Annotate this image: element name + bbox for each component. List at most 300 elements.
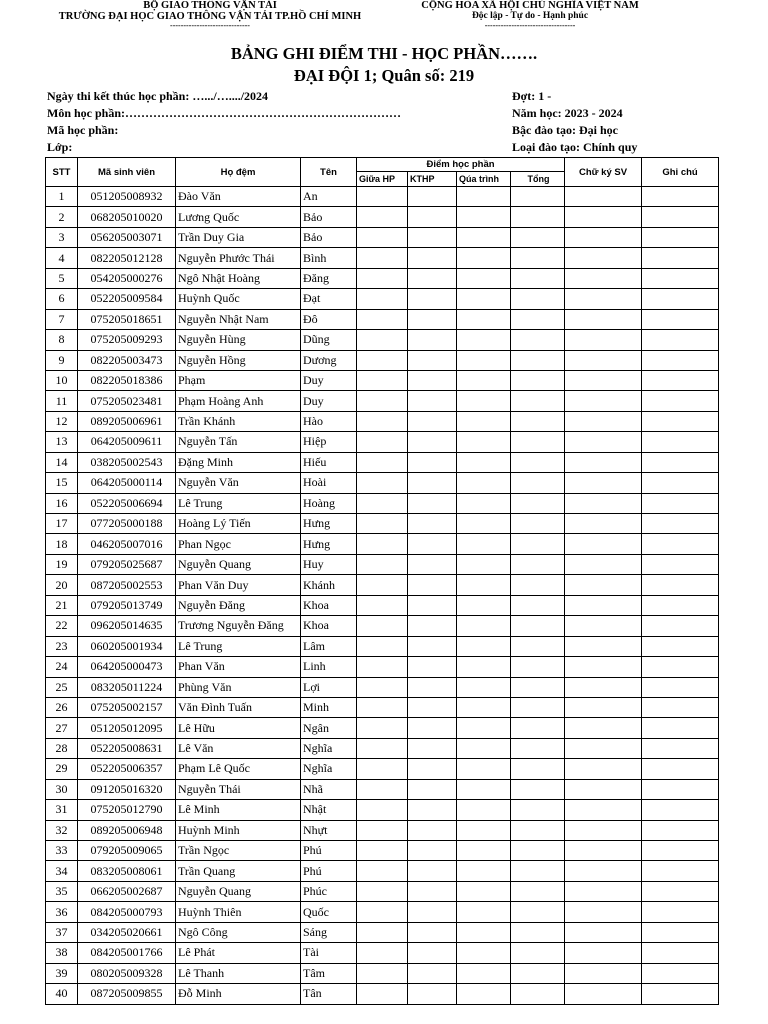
total-score-cell[interactable] [511, 963, 565, 983]
col-total: Tổng [511, 172, 565, 187]
midterm-score-cell[interactable] [357, 330, 408, 350]
final-score-cell[interactable] [408, 207, 457, 227]
signature-cell[interactable] [565, 984, 642, 1004]
note-cell[interactable] [642, 227, 719, 247]
row-stt: 19 [46, 554, 78, 574]
row-stt: 15 [46, 473, 78, 493]
note-cell[interactable] [642, 370, 719, 390]
final-score-cell[interactable] [408, 800, 457, 820]
process-score-cell[interactable] [457, 759, 511, 779]
total-score-cell[interactable] [511, 207, 565, 227]
row-surname: Nguyễn Phước Thái [176, 248, 301, 268]
final-score-cell[interactable] [408, 616, 457, 636]
final-score-cell[interactable] [408, 289, 457, 309]
midterm-score-cell[interactable] [357, 207, 408, 227]
total-score-cell[interactable] [511, 922, 565, 942]
col-process: Qúa trình [457, 172, 511, 187]
signature-cell[interactable] [565, 841, 642, 861]
process-score-cell[interactable] [457, 268, 511, 288]
total-score-cell[interactable] [511, 759, 565, 779]
process-score-cell[interactable] [457, 943, 511, 963]
final-score-cell[interactable] [408, 697, 457, 717]
process-score-cell[interactable] [457, 861, 511, 881]
process-score-cell[interactable] [457, 800, 511, 820]
signature-cell[interactable] [565, 473, 642, 493]
final-score-cell[interactable] [408, 370, 457, 390]
signature-cell[interactable] [565, 657, 642, 677]
row-student-id: 052205006357 [78, 759, 176, 779]
signature-cell[interactable] [565, 861, 642, 881]
total-score-cell[interactable] [511, 800, 565, 820]
signature-cell[interactable] [565, 575, 642, 595]
final-score-cell[interactable] [408, 187, 457, 207]
signature-cell[interactable] [565, 759, 642, 779]
final-score-cell[interactable] [408, 268, 457, 288]
right-header [395, 0, 665, 29]
signature-cell[interactable] [565, 350, 642, 370]
total-score-cell[interactable] [511, 657, 565, 677]
note-cell[interactable] [642, 922, 719, 942]
row-name: Linh [301, 657, 357, 677]
process-score-cell[interactable] [457, 370, 511, 390]
total-score-cell[interactable] [511, 350, 565, 370]
total-score-cell[interactable] [511, 595, 565, 615]
note-cell[interactable] [642, 248, 719, 268]
row-surname: Lê Văn [176, 738, 301, 758]
right-header-rule: ---------------------------------- [484, 21, 576, 30]
process-score-cell[interactable] [457, 473, 511, 493]
final-score-cell[interactable] [408, 534, 457, 554]
note-cell[interactable] [642, 943, 719, 963]
midterm-score-cell[interactable] [357, 657, 408, 677]
row-stt: 16 [46, 493, 78, 513]
row-name: Dương [301, 350, 357, 370]
total-score-cell[interactable] [511, 984, 565, 1004]
midterm-score-cell[interactable] [357, 861, 408, 881]
process-score-cell[interactable] [457, 718, 511, 738]
total-score-cell[interactable] [511, 697, 565, 717]
signature-cell[interactable] [565, 718, 642, 738]
row-surname: Nguyễn Nhật Nam [176, 309, 301, 329]
signature-cell[interactable] [565, 187, 642, 207]
total-score-cell[interactable] [511, 432, 565, 452]
signature-cell[interactable] [565, 616, 642, 636]
row-name: Dũng [301, 330, 357, 350]
note-cell[interactable] [642, 738, 719, 758]
final-score-cell[interactable] [408, 943, 457, 963]
row-name: Hưng [301, 514, 357, 534]
note-cell[interactable] [642, 616, 719, 636]
midterm-score-cell[interactable] [357, 309, 408, 329]
note-cell[interactable] [642, 350, 719, 370]
midterm-score-cell[interactable] [357, 350, 408, 370]
row-student-id: 082205012128 [78, 248, 176, 268]
midterm-score-cell[interactable] [357, 248, 408, 268]
note-cell[interactable] [642, 514, 719, 534]
row-stt: 11 [46, 391, 78, 411]
signature-cell[interactable] [565, 268, 642, 288]
row-surname: Phan Văn [176, 657, 301, 677]
row-name: Nghĩa [301, 738, 357, 758]
final-score-cell[interactable] [408, 881, 457, 901]
final-score-cell[interactable] [408, 636, 457, 656]
signature-cell[interactable] [565, 902, 642, 922]
final-score-cell[interactable] [408, 391, 457, 411]
total-score-cell[interactable] [511, 330, 565, 350]
midterm-score-cell[interactable] [357, 697, 408, 717]
total-score-cell[interactable] [511, 514, 565, 534]
final-score-cell[interactable] [408, 493, 457, 513]
process-score-cell[interactable] [457, 330, 511, 350]
row-stt: 18 [46, 534, 78, 554]
row-name: Khoa [301, 616, 357, 636]
table-row [46, 718, 719, 738]
table-row [46, 187, 719, 207]
row-surname: Phạm Hoàng Anh [176, 391, 301, 411]
final-score-cell[interactable] [408, 677, 457, 697]
midterm-score-cell[interactable] [357, 800, 408, 820]
midterm-score-cell[interactable] [357, 963, 408, 983]
note-cell[interactable] [642, 881, 719, 901]
total-score-cell[interactable] [511, 738, 565, 758]
note-cell[interactable] [642, 289, 719, 309]
midterm-score-cell[interactable] [357, 759, 408, 779]
signature-cell[interactable] [565, 820, 642, 840]
signature-cell[interactable] [565, 943, 642, 963]
process-score-cell[interactable] [457, 779, 511, 799]
process-score-cell[interactable] [457, 963, 511, 983]
row-stt: 6 [46, 289, 78, 309]
final-score-cell[interactable] [408, 248, 457, 268]
signature-cell[interactable] [565, 289, 642, 309]
total-score-cell[interactable] [511, 575, 565, 595]
row-student-id: 052205006694 [78, 493, 176, 513]
row-surname: Lê Hữu [176, 718, 301, 738]
note-cell[interactable] [642, 432, 719, 452]
table-row [46, 657, 719, 677]
table-row [46, 922, 719, 942]
signature-cell[interactable] [565, 514, 642, 534]
final-score-cell[interactable] [408, 657, 457, 677]
note-cell[interactable] [642, 268, 719, 288]
midterm-score-cell[interactable] [357, 452, 408, 472]
total-score-cell[interactable] [511, 187, 565, 207]
signature-cell[interactable] [565, 800, 642, 820]
row-stt: 36 [46, 902, 78, 922]
signature-cell[interactable] [565, 432, 642, 452]
process-score-cell[interactable] [457, 738, 511, 758]
col-surname: Họ đệm [176, 158, 301, 187]
midterm-score-cell[interactable] [357, 432, 408, 452]
process-score-cell[interactable] [457, 636, 511, 656]
process-score-cell[interactable] [457, 514, 511, 534]
midterm-score-cell[interactable] [357, 738, 408, 758]
signature-cell[interactable] [565, 554, 642, 574]
row-stt: 38 [46, 943, 78, 963]
total-score-cell[interactable] [511, 677, 565, 697]
row-name: Khánh [301, 575, 357, 595]
col-note: Ghi chú [642, 158, 719, 187]
total-score-cell[interactable] [511, 861, 565, 881]
midterm-score-cell[interactable] [357, 493, 408, 513]
note-cell[interactable] [642, 718, 719, 738]
midterm-score-cell[interactable] [357, 677, 408, 697]
process-score-cell[interactable] [457, 350, 511, 370]
total-score-cell[interactable] [511, 248, 565, 268]
note-cell[interactable] [642, 473, 719, 493]
final-score-cell[interactable] [408, 411, 457, 431]
score-table [45, 157, 719, 1005]
final-score-cell[interactable] [408, 432, 457, 452]
signature-cell[interactable] [565, 411, 642, 431]
row-name: Huy [301, 554, 357, 574]
row-surname: Trần Quang [176, 861, 301, 881]
row-stt: 17 [46, 514, 78, 534]
midterm-score-cell[interactable] [357, 514, 408, 534]
note-cell[interactable] [642, 554, 719, 574]
process-score-cell[interactable] [457, 820, 511, 840]
total-score-cell[interactable] [511, 370, 565, 390]
final-score-cell[interactable] [408, 779, 457, 799]
note-cell[interactable] [642, 411, 719, 431]
midterm-score-cell[interactable] [357, 902, 408, 922]
signature-cell[interactable] [565, 738, 642, 758]
process-score-cell[interactable] [457, 657, 511, 677]
note-cell[interactable] [642, 861, 719, 881]
signature-cell[interactable] [565, 922, 642, 942]
note-cell[interactable] [642, 493, 719, 513]
process-score-cell[interactable] [457, 432, 511, 452]
note-cell[interactable] [642, 309, 719, 329]
midterm-score-cell[interactable] [357, 187, 408, 207]
final-score-cell[interactable] [408, 841, 457, 861]
midterm-score-cell[interactable] [357, 268, 408, 288]
note-cell[interactable] [642, 902, 719, 922]
process-score-cell[interactable] [457, 616, 511, 636]
total-score-cell[interactable] [511, 289, 565, 309]
midterm-score-cell[interactable] [357, 820, 408, 840]
total-score-cell[interactable] [511, 268, 565, 288]
process-score-cell[interactable] [457, 493, 511, 513]
final-score-cell[interactable] [408, 554, 457, 574]
final-score-cell[interactable] [408, 820, 457, 840]
process-score-cell[interactable] [457, 881, 511, 901]
process-score-cell[interactable] [457, 575, 511, 595]
note-cell[interactable] [642, 207, 719, 227]
total-score-cell[interactable] [511, 411, 565, 431]
signature-cell[interactable] [565, 330, 642, 350]
row-name: Hiếu [301, 452, 357, 472]
midterm-score-cell[interactable] [357, 881, 408, 901]
process-score-cell[interactable] [457, 309, 511, 329]
process-score-cell[interactable] [457, 984, 511, 1004]
final-score-cell[interactable] [408, 595, 457, 615]
table-row [46, 575, 719, 595]
note-cell[interactable] [642, 657, 719, 677]
midterm-score-cell[interactable] [357, 227, 408, 247]
signature-cell[interactable] [565, 534, 642, 554]
note-cell[interactable] [642, 820, 719, 840]
signature-cell[interactable] [565, 697, 642, 717]
total-score-cell[interactable] [511, 902, 565, 922]
total-score-cell[interactable] [511, 391, 565, 411]
midterm-score-cell[interactable] [357, 984, 408, 1004]
final-score-cell[interactable] [408, 330, 457, 350]
table-row [46, 881, 719, 901]
process-score-cell[interactable] [457, 841, 511, 861]
midterm-score-cell[interactable] [357, 575, 408, 595]
note-cell[interactable] [642, 984, 719, 1004]
total-score-cell[interactable] [511, 554, 565, 574]
final-score-cell[interactable] [408, 473, 457, 493]
note-cell[interactable] [642, 759, 719, 779]
midterm-score-cell[interactable] [357, 616, 408, 636]
process-score-cell[interactable] [457, 227, 511, 247]
signature-cell[interactable] [565, 493, 642, 513]
total-score-cell[interactable] [511, 534, 565, 554]
final-score-cell[interactable] [408, 227, 457, 247]
process-score-cell[interactable] [457, 187, 511, 207]
note-cell[interactable] [642, 187, 719, 207]
final-score-cell[interactable] [408, 575, 457, 595]
row-student-id: 079205009065 [78, 841, 176, 861]
process-score-cell[interactable] [457, 534, 511, 554]
total-score-cell[interactable] [511, 636, 565, 656]
midterm-score-cell[interactable] [357, 943, 408, 963]
process-score-cell[interactable] [457, 248, 511, 268]
midterm-score-cell[interactable] [357, 534, 408, 554]
row-student-id: 064205000114 [78, 473, 176, 493]
note-cell[interactable] [642, 779, 719, 799]
process-score-cell[interactable] [457, 391, 511, 411]
note-cell[interactable] [642, 636, 719, 656]
midterm-score-cell[interactable] [357, 922, 408, 942]
process-score-cell[interactable] [457, 922, 511, 942]
final-score-cell[interactable] [408, 861, 457, 881]
note-cell[interactable] [642, 330, 719, 350]
note-cell[interactable] [642, 575, 719, 595]
row-stt: 14 [46, 452, 78, 472]
signature-cell[interactable] [565, 227, 642, 247]
total-score-cell[interactable] [511, 779, 565, 799]
signature-cell[interactable] [565, 677, 642, 697]
note-cell[interactable] [642, 452, 719, 472]
note-cell[interactable] [642, 677, 719, 697]
signature-cell[interactable] [565, 391, 642, 411]
table-row [46, 432, 719, 452]
signature-cell[interactable] [565, 881, 642, 901]
signature-cell[interactable] [565, 779, 642, 799]
row-stt: 25 [46, 677, 78, 697]
process-score-cell[interactable] [457, 697, 511, 717]
final-score-cell[interactable] [408, 309, 457, 329]
process-score-cell[interactable] [457, 289, 511, 309]
total-score-cell[interactable] [511, 718, 565, 738]
midterm-score-cell[interactable] [357, 595, 408, 615]
table-row [46, 984, 719, 1004]
note-cell[interactable] [642, 697, 719, 717]
row-stt: 3 [46, 227, 78, 247]
final-score-cell[interactable] [408, 452, 457, 472]
total-score-cell[interactable] [511, 452, 565, 472]
total-score-cell[interactable] [511, 493, 565, 513]
total-score-cell[interactable] [511, 841, 565, 861]
process-score-cell[interactable] [457, 452, 511, 472]
midterm-score-cell[interactable] [357, 554, 408, 574]
row-surname: Lê Phát [176, 943, 301, 963]
note-cell[interactable] [642, 534, 719, 554]
row-student-id: 075205018651 [78, 309, 176, 329]
signature-cell[interactable] [565, 636, 642, 656]
note-cell[interactable] [642, 391, 719, 411]
signature-cell[interactable] [565, 309, 642, 329]
total-score-cell[interactable] [511, 881, 565, 901]
note-cell[interactable] [642, 841, 719, 861]
process-score-cell[interactable] [457, 411, 511, 431]
final-score-cell[interactable] [408, 922, 457, 942]
final-score-cell[interactable] [408, 902, 457, 922]
process-score-cell[interactable] [457, 677, 511, 697]
midterm-score-cell[interactable] [357, 391, 408, 411]
midterm-score-cell[interactable] [357, 718, 408, 738]
signature-cell[interactable] [565, 207, 642, 227]
row-student-id: 052205009584 [78, 289, 176, 309]
signature-cell[interactable] [565, 248, 642, 268]
row-student-id: 075205023481 [78, 391, 176, 411]
total-score-cell[interactable] [511, 309, 565, 329]
final-score-cell[interactable] [408, 738, 457, 758]
midterm-score-cell[interactable] [357, 370, 408, 390]
row-student-id: 046205007016 [78, 534, 176, 554]
process-score-cell[interactable] [457, 207, 511, 227]
midterm-score-cell[interactable] [357, 411, 408, 431]
row-surname: Phan Văn Duy [176, 575, 301, 595]
total-score-cell[interactable] [511, 616, 565, 636]
final-score-cell[interactable] [408, 514, 457, 534]
final-score-cell[interactable] [408, 984, 457, 1004]
signature-cell[interactable] [565, 452, 642, 472]
total-score-cell[interactable] [511, 473, 565, 493]
total-score-cell[interactable] [511, 820, 565, 840]
row-student-id: 052205008631 [78, 738, 176, 758]
midterm-score-cell[interactable] [357, 289, 408, 309]
process-score-cell[interactable] [457, 902, 511, 922]
process-score-cell[interactable] [457, 595, 511, 615]
midterm-score-cell[interactable] [357, 841, 408, 861]
row-name: Hiệp [301, 432, 357, 452]
process-score-cell[interactable] [457, 554, 511, 574]
midterm-score-cell[interactable] [357, 473, 408, 493]
row-name: Hoài [301, 473, 357, 493]
row-stt: 22 [46, 616, 78, 636]
total-score-cell[interactable] [511, 227, 565, 247]
midterm-score-cell[interactable] [357, 779, 408, 799]
row-student-id: 066205002687 [78, 881, 176, 901]
signature-cell[interactable] [565, 963, 642, 983]
final-score-cell[interactable] [408, 350, 457, 370]
final-score-cell[interactable] [408, 963, 457, 983]
note-cell[interactable] [642, 800, 719, 820]
signature-cell[interactable] [565, 595, 642, 615]
midterm-score-cell[interactable] [357, 636, 408, 656]
note-cell[interactable] [642, 963, 719, 983]
row-name: Duy [301, 391, 357, 411]
final-score-cell[interactable] [408, 759, 457, 779]
final-score-cell[interactable] [408, 718, 457, 738]
note-cell[interactable] [642, 595, 719, 615]
total-score-cell[interactable] [511, 943, 565, 963]
signature-cell[interactable] [565, 370, 642, 390]
